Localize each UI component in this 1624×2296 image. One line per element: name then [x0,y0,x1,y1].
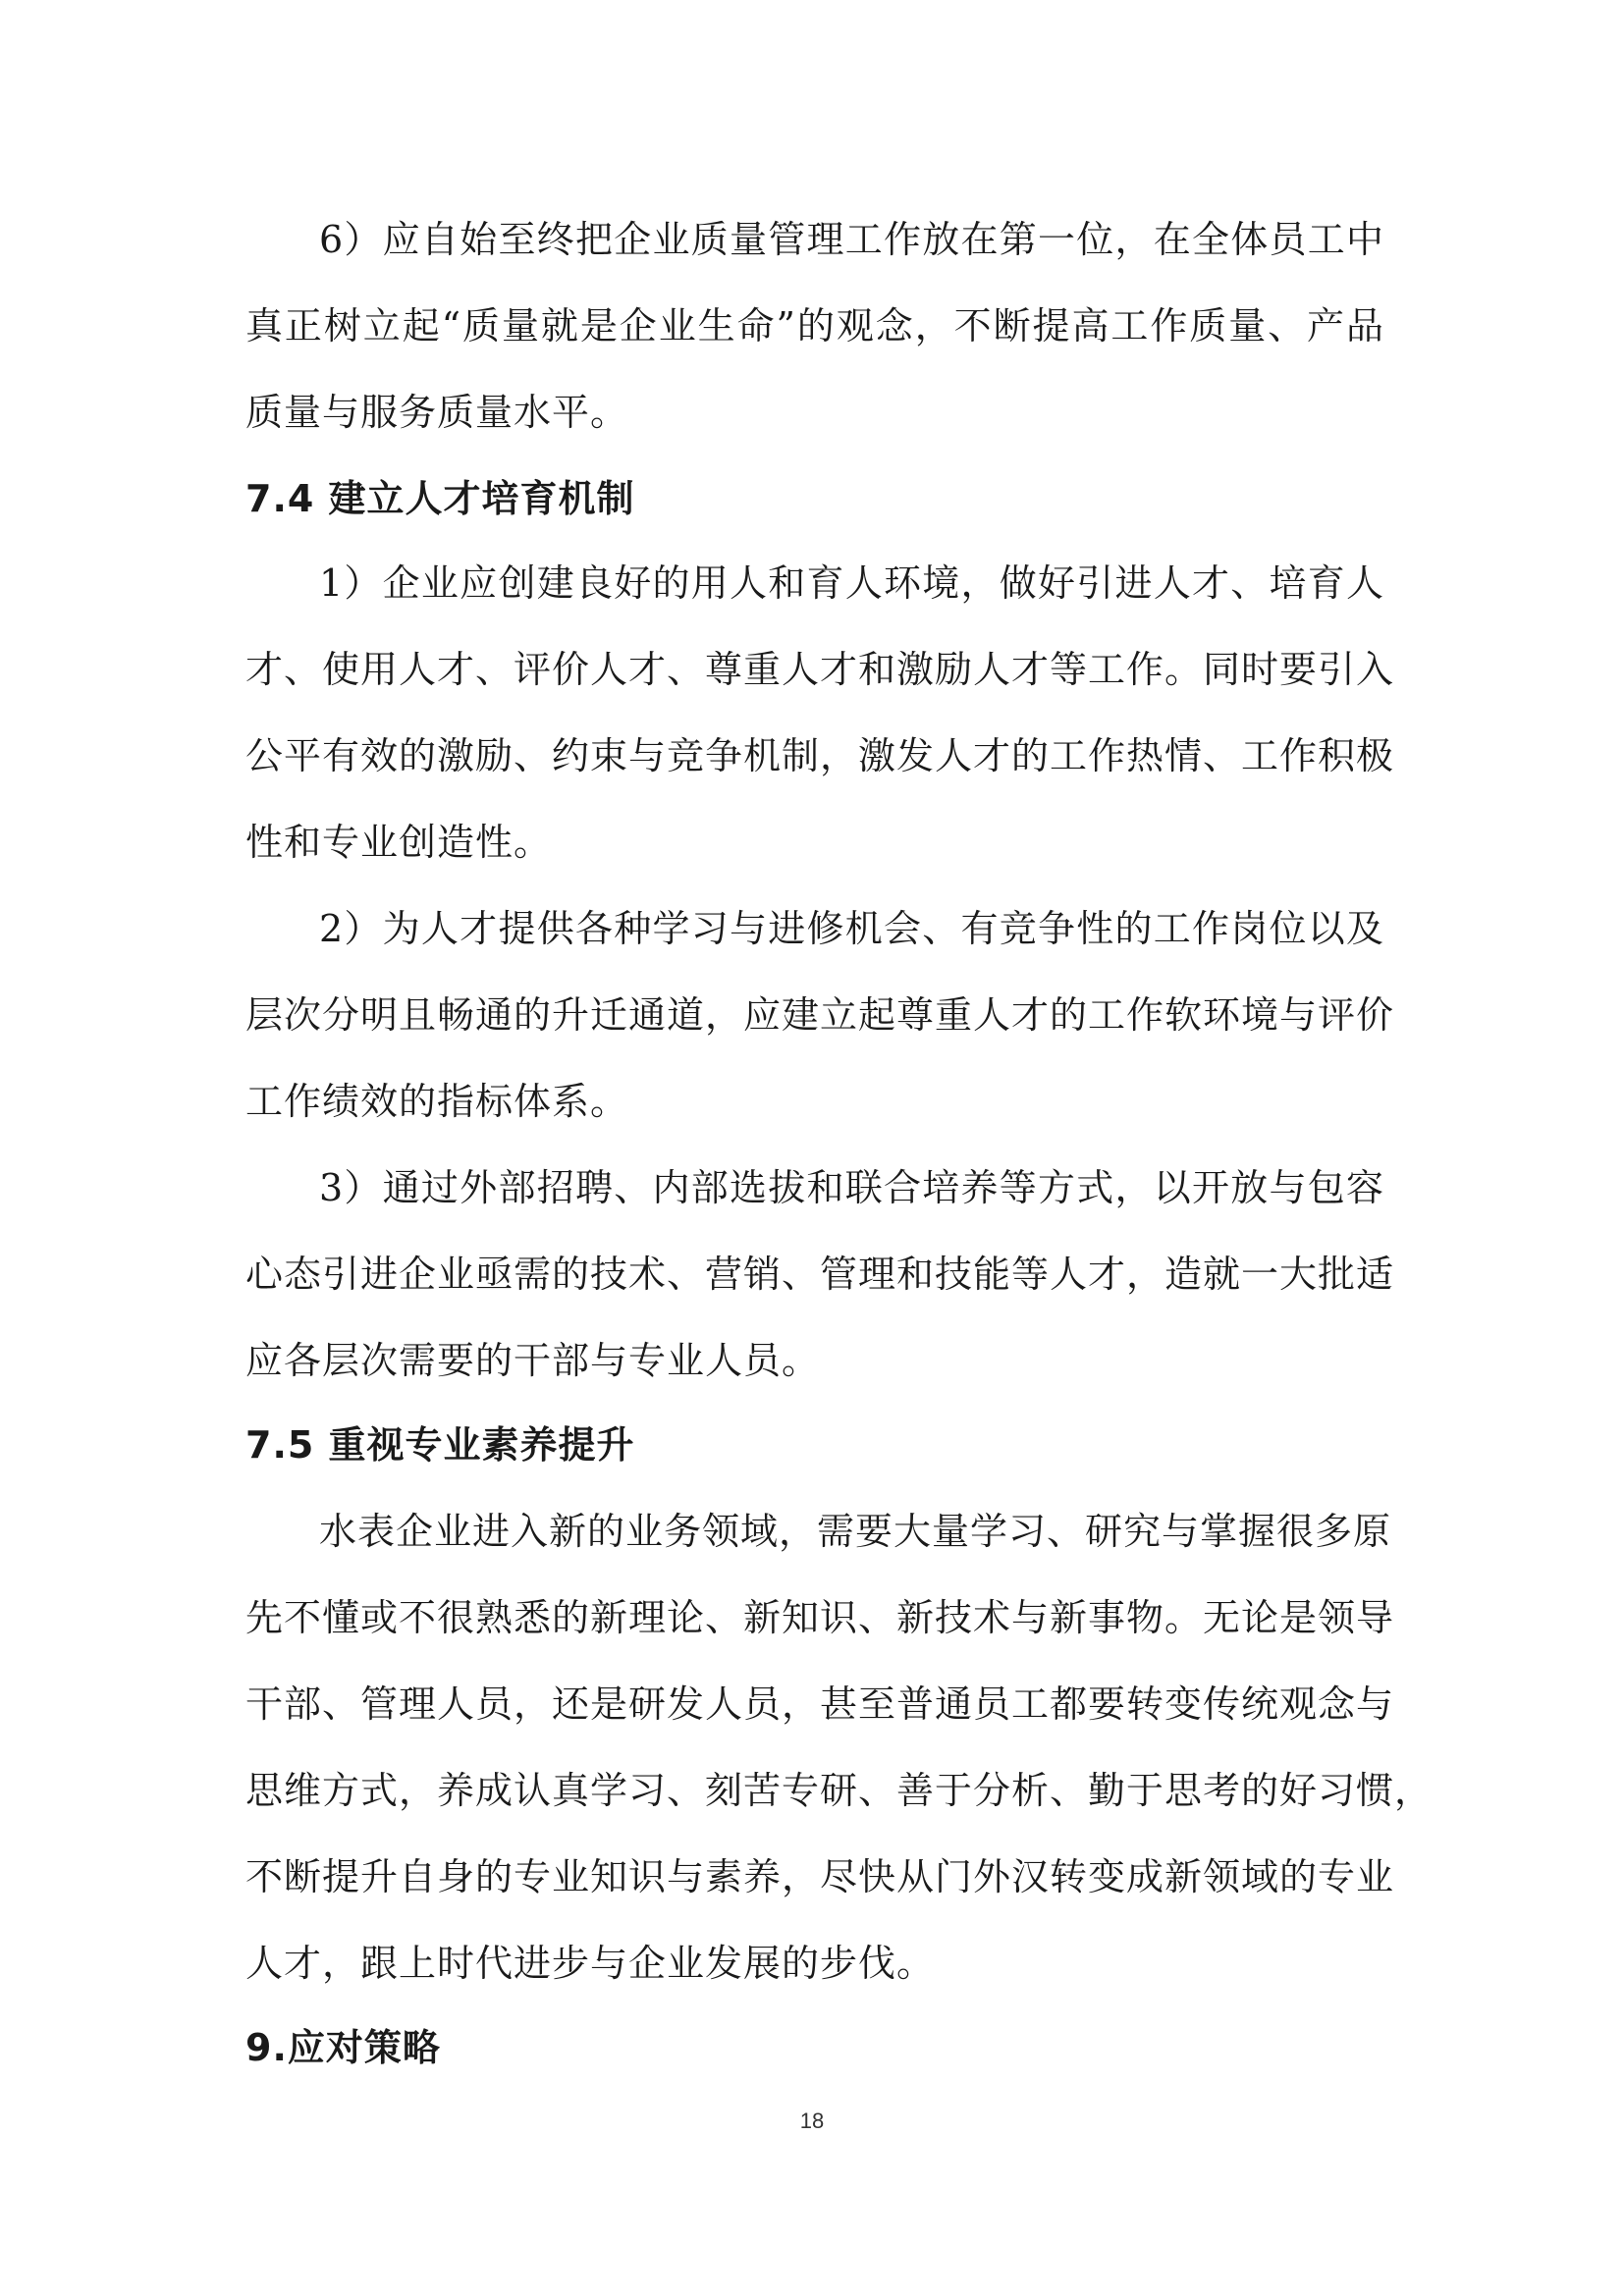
paragraph-line: 应各层次需要的干部与专业人员。 [245,1339,821,1382]
paragraph-line: 心态引进企业亟需的技术、营销、管理和技能等人才，造就一大批适 [245,1253,1395,1296]
paragraph-line: 公平有效的激励、约束与竞争机制，激发人才的工作热情、工作积极 [245,734,1395,777]
section-heading-7-5: 7.5 重视专业素养提升 [245,1423,635,1467]
paragraph-line: 工作绩效的指标体系。 [245,1080,629,1123]
section-heading-7-4: 7.4 建立人才培育机制 [245,477,635,520]
paragraph-line: 真正树立起“质量就是企业生命”的观念，不断提高工作质量、产品 [245,304,1384,347]
paragraph-line: 先不懂或不很熟悉的新理论、新知识、新技术与新事物。无论是领导 [245,1596,1395,1639]
paragraph-line: 思维方式，养成认真学习、刻苦专研、善于分析、勤于思考的好习惯， [245,1769,1434,1812]
paragraph-line: 层次分明且畅通的升迁通道，应建立起尊重人才的工作软环境与评价 [245,993,1395,1037]
section-heading-9: 9.应对策略 [245,2026,441,2069]
paragraph-line: 人才，跟上时代进步与企业发展的步伐。 [245,1942,936,1985]
paragraph-line: 才、使用人才、评价人才、尊重人才和激励人才等工作。同时要引入 [245,648,1395,691]
paragraph-line: 质量与服务质量水平。 [245,391,629,434]
paragraph-line: 水表企业进入新的业务领域，需要大量学习、研究与掌握很多原 [319,1510,1392,1553]
paragraph-line: 3）通过外部招聘、内部选拔和联合培养等方式，以开放与包容 [319,1166,1384,1209]
paragraph-line: 1）企业应创建良好的用人和育人环境，做好引进人才、培育人 [319,561,1384,605]
paragraph-line: 2）为人才提供各种学习与进修机会、有竞争性的工作岗位以及 [319,907,1384,950]
page-number: 18 [799,2109,825,2133]
paragraph-line: 干部、管理人员，还是研发人员，甚至普通员工都要转变传统观念与 [245,1682,1395,1726]
paragraph-line: 性和专业创造性。 [245,821,553,864]
paragraph-line: 6）应自始至终把企业质量管理工作放在第一位，在全体员工中 [319,218,1384,261]
paragraph-line: 不断提升自身的专业知识与素养，尽快从门外汉转变成新领域的专业 [245,1855,1395,1898]
